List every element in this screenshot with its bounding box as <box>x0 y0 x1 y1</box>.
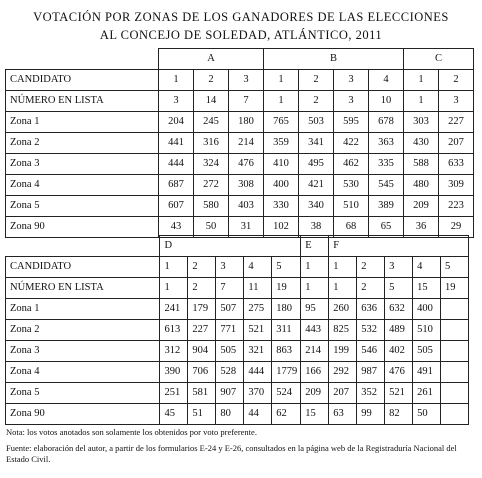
table-cell: 1 <box>329 278 357 299</box>
table-cell: 706 <box>188 362 216 383</box>
table-cell: 312 <box>160 341 188 362</box>
table-cell: 402 <box>385 341 413 362</box>
table-cell: 1 <box>160 278 188 299</box>
table-cell: 422 <box>334 133 369 154</box>
table-cell: 441 <box>159 133 194 154</box>
table-cell: 907 <box>216 383 244 404</box>
table-cell: 370 <box>244 383 272 404</box>
zona-label: Zona 1 <box>6 299 160 320</box>
table-cell: 292 <box>329 362 357 383</box>
group-header-c: C <box>404 49 474 70</box>
table-cell: 503 <box>299 112 334 133</box>
table-cell: 227 <box>188 320 216 341</box>
table-cell: 1 <box>301 257 329 278</box>
candidato-row <box>6 257 469 278</box>
table-cell: 3 <box>385 257 413 278</box>
table-cell: 904 <box>188 341 216 362</box>
table-row <box>6 383 469 404</box>
table-cell <box>441 299 469 320</box>
table-row <box>6 341 469 362</box>
table-cell: 403 <box>229 196 264 217</box>
table-cell: 987 <box>357 362 385 383</box>
table-cell <box>441 320 469 341</box>
table-cell: 613 <box>160 320 188 341</box>
table-cell: 363 <box>369 133 404 154</box>
table-cell: 209 <box>301 383 329 404</box>
table-cell: 341 <box>299 133 334 154</box>
table-cell: 3 <box>334 70 369 91</box>
table-cell: 223 <box>439 196 474 217</box>
candidato-label: CANDIDATO <box>6 257 160 278</box>
table-cell: 480 <box>404 175 439 196</box>
table-cell: 5 <box>272 257 301 278</box>
table-cell: 166 <box>301 362 329 383</box>
table-cell: 214 <box>301 341 329 362</box>
table-cell: 1 <box>159 70 194 91</box>
table-cell <box>441 383 469 404</box>
table-cell: 4 <box>413 257 441 278</box>
table-cell: 180 <box>229 112 264 133</box>
table-row <box>6 320 469 341</box>
table-cell: 65 <box>369 217 404 238</box>
table-cell: 825 <box>329 320 357 341</box>
zona-label: Zona 5 <box>6 383 160 404</box>
table-cell: 489 <box>385 320 413 341</box>
table-cell: 50 <box>413 404 441 425</box>
table-cell <box>441 362 469 383</box>
table-cell: 3 <box>159 91 194 112</box>
table-source: Fuente: elaboración del autor, a partir de los formularios E-24 y E-26, consultados en la página web de la Registraduría Nacional del Estado Civil. <box>6 443 457 464</box>
table-cell: 462 <box>334 154 369 175</box>
table-cell: 207 <box>329 383 357 404</box>
table-cell: 15 <box>301 404 329 425</box>
candidato-label: CANDIDATO <box>6 70 159 91</box>
table-cell: 595 <box>334 112 369 133</box>
group-header-b: B <box>264 49 404 70</box>
table-cell: 521 <box>244 320 272 341</box>
table-cell: 14 <box>194 91 229 112</box>
votes-table-a-c <box>5 48 474 238</box>
numero-label: NÚMERO EN LISTA <box>6 91 159 112</box>
numero-row <box>6 278 469 299</box>
table-cell: 632 <box>385 299 413 320</box>
table-cell: 1 <box>329 257 357 278</box>
table-cell: 1 <box>264 91 299 112</box>
table-cell: 765 <box>264 112 299 133</box>
table-cell: 45 <box>160 404 188 425</box>
table-cell: 2 <box>299 91 334 112</box>
table-cell: 1779 <box>272 362 301 383</box>
table-cell: 321 <box>244 341 272 362</box>
table-cell: 275 <box>244 299 272 320</box>
table-cell: 68 <box>334 217 369 238</box>
table-cell: 352 <box>357 383 385 404</box>
table-cell: 4 <box>244 257 272 278</box>
table-cell: 2 <box>194 70 229 91</box>
table-cell: 204 <box>159 112 194 133</box>
table-cell: 245 <box>194 112 229 133</box>
table-cell: 43 <box>159 217 194 238</box>
table-cell: 633 <box>439 154 474 175</box>
table-cell: 80 <box>216 404 244 425</box>
table-cell: 444 <box>159 154 194 175</box>
table-cell: 7 <box>216 278 244 299</box>
table-cell: 2 <box>188 278 216 299</box>
zona-label: Zona 2 <box>6 320 160 341</box>
table-title-line1: VOTACIÓN POR ZONAS DE LOS GANADORES DE LAS ELECCIONES <box>33 10 449 24</box>
table-cell: 476 <box>385 362 413 383</box>
table-cell: 36 <box>404 217 439 238</box>
table-cell: 863 <box>272 341 301 362</box>
table-cell: 11 <box>244 278 272 299</box>
table-cell: 99 <box>357 404 385 425</box>
numero-label: NÚMERO EN LISTA <box>6 278 160 299</box>
table-cell: 507 <box>216 299 244 320</box>
table-cell: 29 <box>439 217 474 238</box>
table-cell: 510 <box>413 320 441 341</box>
table-cell: 214 <box>229 133 264 154</box>
table-cell: 207 <box>439 133 474 154</box>
table-cell: 2 <box>188 257 216 278</box>
table-cell: 521 <box>385 383 413 404</box>
table-cell: 19 <box>272 278 301 299</box>
table-cell: 1 <box>404 91 439 112</box>
table-cell: 505 <box>413 341 441 362</box>
table-cell: 50 <box>194 217 229 238</box>
table-cell: 607 <box>159 196 194 217</box>
table-cell: 2 <box>299 70 334 91</box>
table-cell: 227 <box>439 112 474 133</box>
table-row <box>6 112 474 133</box>
table-cell: 3 <box>334 91 369 112</box>
table-cell: 311 <box>272 320 301 341</box>
group-header-e: E <box>301 236 329 257</box>
table-cell: 410 <box>264 154 299 175</box>
table-cell: 5 <box>385 278 413 299</box>
table-row <box>6 133 474 154</box>
table-row <box>6 175 474 196</box>
table-cell: 102 <box>264 217 299 238</box>
table-cell: 510 <box>334 196 369 217</box>
table-cell: 687 <box>159 175 194 196</box>
table-cell: 491 <box>413 362 441 383</box>
table-cell: 303 <box>404 112 439 133</box>
table-cell: 4 <box>369 70 404 91</box>
zona-label: Zona 4 <box>6 175 159 196</box>
table-cell: 340 <box>299 196 334 217</box>
table-cell: 51 <box>188 404 216 425</box>
table-row <box>6 196 474 217</box>
table-cell: 430 <box>404 133 439 154</box>
table-cell: 389 <box>369 196 404 217</box>
table-cell: 390 <box>160 362 188 383</box>
table-row <box>6 404 469 425</box>
table-cell: 324 <box>194 154 229 175</box>
table-cell: 636 <box>357 299 385 320</box>
zona-label: Zona 3 <box>6 341 160 362</box>
table-cell: 335 <box>369 154 404 175</box>
table-cell: 505 <box>216 341 244 362</box>
table-cell: 5 <box>441 257 469 278</box>
table-cell: 44 <box>244 404 272 425</box>
candidato-row <box>6 70 474 91</box>
table-cell: 421 <box>299 175 334 196</box>
table-title-line2: AL CONCEJO DE SOLEDAD, ATLÁNTICO, 2011 <box>99 28 383 42</box>
table-cell: 209 <box>404 196 439 217</box>
table-cell: 2 <box>357 278 385 299</box>
table-row <box>6 362 469 383</box>
table-cell: 62 <box>272 404 301 425</box>
table-cell: 260 <box>329 299 357 320</box>
table-cell: 1 <box>404 70 439 91</box>
table-cell <box>441 341 469 362</box>
table-cell: 1 <box>160 257 188 278</box>
group-header-a: A <box>159 49 264 70</box>
table-cell: 1 <box>301 278 329 299</box>
group-header-f: F <box>329 236 469 257</box>
table-cell: 532 <box>357 320 385 341</box>
table-cell: 38 <box>299 217 334 238</box>
zona-label: Zona 3 <box>6 154 159 175</box>
table-cell: 308 <box>229 175 264 196</box>
table-cell: 771 <box>216 320 244 341</box>
table-cell: 330 <box>264 196 299 217</box>
table-cell: 495 <box>299 154 334 175</box>
table-cell: 546 <box>357 341 385 362</box>
table-row <box>6 299 469 320</box>
table-cell: 261 <box>413 383 441 404</box>
table-cell: 476 <box>229 154 264 175</box>
table-cell: 400 <box>264 175 299 196</box>
table-cell: 1 <box>264 70 299 91</box>
table-cell: 31 <box>229 217 264 238</box>
table-cell: 2 <box>439 70 474 91</box>
table-row <box>6 154 474 175</box>
table-cell: 241 <box>160 299 188 320</box>
table-cell: 309 <box>439 175 474 196</box>
table-cell: 82 <box>385 404 413 425</box>
table-cell: 272 <box>194 175 229 196</box>
zona-label: Zona 1 <box>6 112 159 133</box>
table-cell: 588 <box>404 154 439 175</box>
table-cell: 545 <box>369 175 404 196</box>
table-cell: 251 <box>160 383 188 404</box>
table-cell: 581 <box>188 383 216 404</box>
zona-label: Zona 2 <box>6 133 159 154</box>
table-cell: 2 <box>357 257 385 278</box>
votes-table-d-f <box>5 235 469 425</box>
table-cell: 524 <box>272 383 301 404</box>
zona-label: Zona 4 <box>6 362 160 383</box>
table-cell: 580 <box>194 196 229 217</box>
zona-label: Zona 90 <box>6 217 159 238</box>
table-cell: 444 <box>244 362 272 383</box>
group-header-d: D <box>160 236 301 257</box>
table-cell: 179 <box>188 299 216 320</box>
numero-row <box>6 91 474 112</box>
table-cell: 180 <box>272 299 301 320</box>
table-cell: 199 <box>329 341 357 362</box>
table-cell: 15 <box>413 278 441 299</box>
table-cell: 95 <box>301 299 329 320</box>
table-cell: 400 <box>413 299 441 320</box>
table-cell: 3 <box>229 70 264 91</box>
zona-label: Zona 5 <box>6 196 159 217</box>
table-cell: 19 <box>441 278 469 299</box>
table-cell: 528 <box>216 362 244 383</box>
zona-label: Zona 90 <box>6 404 160 425</box>
table-cell <box>441 404 469 425</box>
table-cell: 3 <box>216 257 244 278</box>
table-cell: 359 <box>264 133 299 154</box>
table-cell: 443 <box>301 320 329 341</box>
table-cell: 316 <box>194 133 229 154</box>
table-cell: 3 <box>439 91 474 112</box>
table-cell: 678 <box>369 112 404 133</box>
table-cell: 7 <box>229 91 264 112</box>
table-note: Nota: los votos anotados son solamente los obtenidos por voto preferente. <box>6 427 257 437</box>
table-cell: 63 <box>329 404 357 425</box>
table-cell: 530 <box>334 175 369 196</box>
table-cell: 10 <box>369 91 404 112</box>
